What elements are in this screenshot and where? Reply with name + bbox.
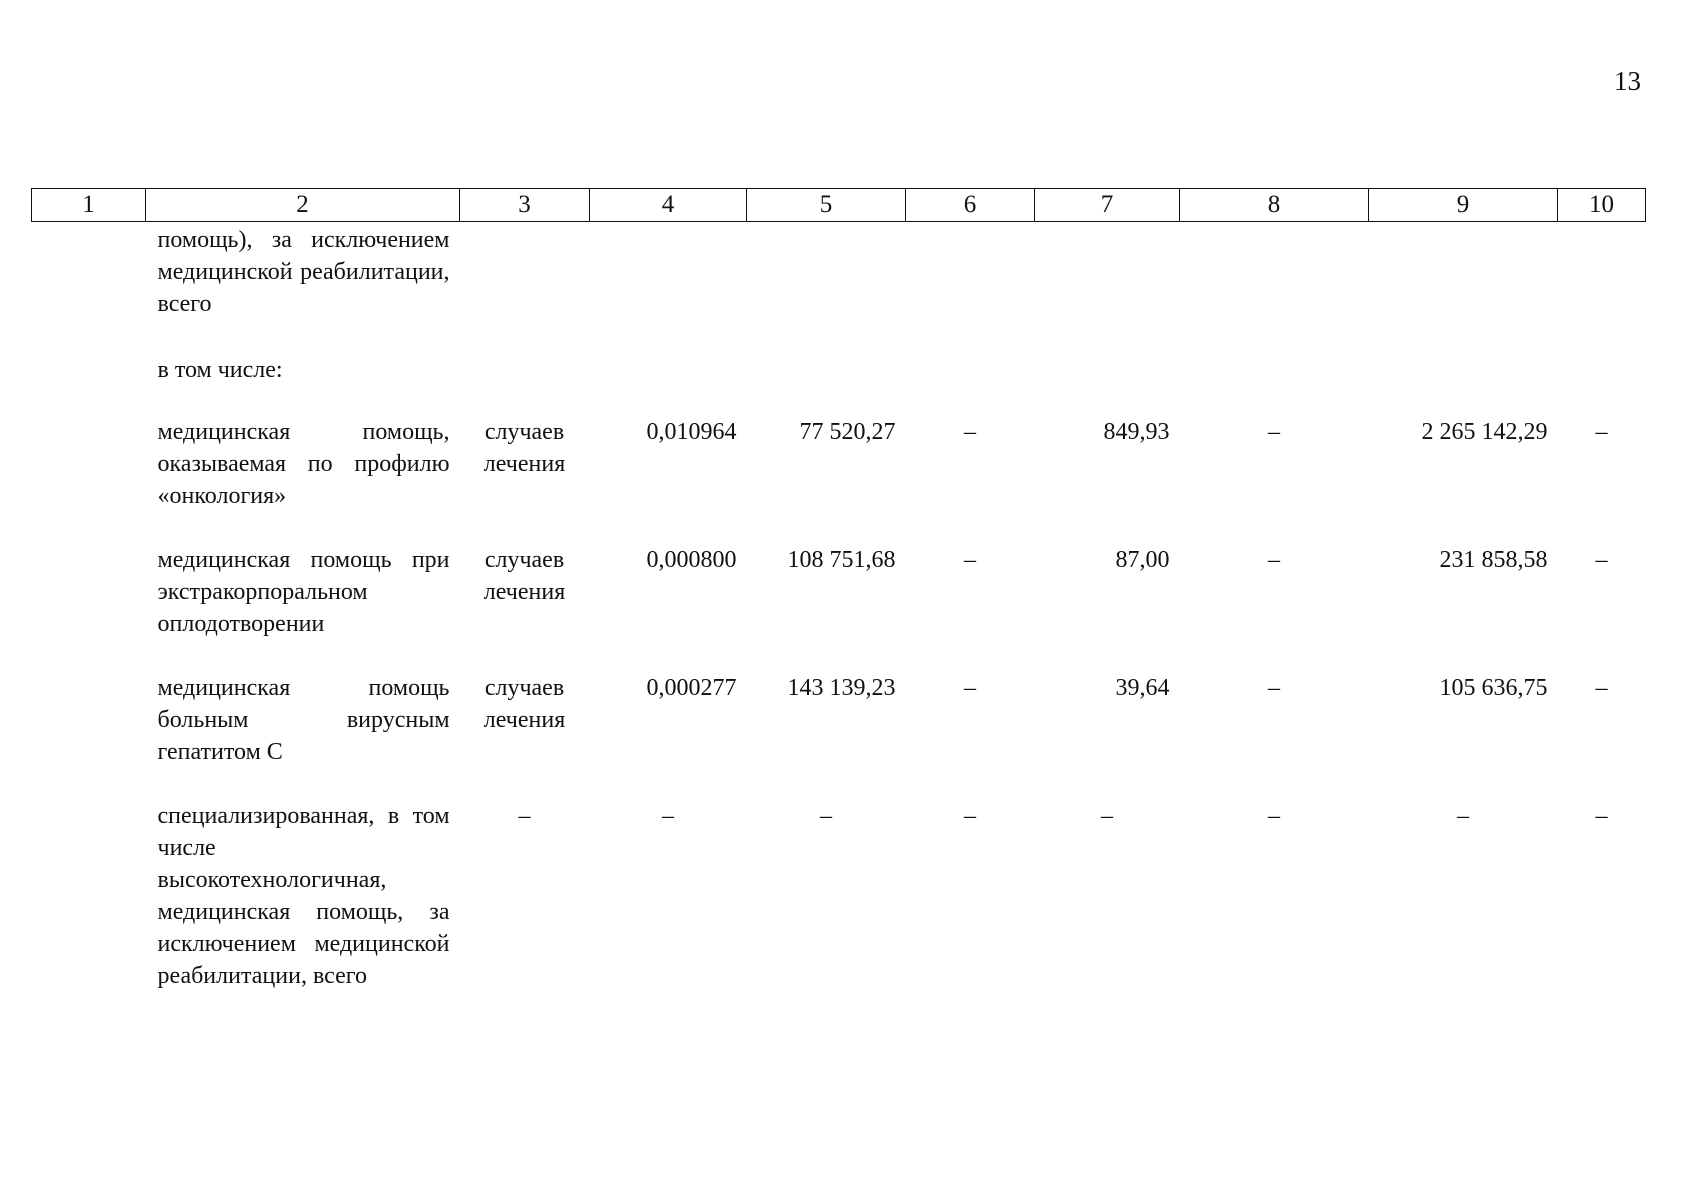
row-col5: 77 520,27 [799,419,896,445]
row-col8: – [1268,419,1280,445]
row-description: медицинская помощь при экстракорпоральном оплодотворении [157,547,450,637]
row-col6: – [964,803,976,829]
row-description: медицинская помощь больным вирусным гепатитом С [157,675,450,765]
column-header-10: 10 [1558,189,1646,222]
row-unit: случаев лечения [483,675,566,733]
table-row [32,416,1646,544]
row-col9: 105 636,75 [1439,675,1548,701]
row-col8: – [1268,675,1280,701]
subheading-text: в том числе: [157,357,283,383]
row-col7: 849,93 [1103,419,1170,445]
row-col5: 143 139,23 [787,675,896,701]
table-row [32,672,1646,800]
intro-text: помощь), за исключением медицинской реабилитации, всего [157,227,450,317]
row-col4: 0,000800 [646,547,737,573]
column-header-5: 5 [747,189,906,222]
table-row [32,544,1646,672]
row-col4: – [662,803,674,829]
row-col4: 0,010964 [646,419,737,445]
row-col7: 39,64 [1115,675,1170,701]
row-description: специализированная, в том числе высокотехнологичная, медицинская помощь, за исключением медицинской реабилитации, всего [157,803,450,989]
row-col8: – [1268,547,1280,573]
column-header-3: 3 [460,189,590,222]
row-col6: – [964,547,976,573]
page-number: 13 [1614,66,1641,96]
row-col6: – [964,675,976,701]
column-header-6: 6 [906,189,1035,222]
table-row-intro [32,222,1646,355]
row-col9: – [1457,803,1469,829]
row-description: медицинская помощь, оказываемая по профилю «онкология» [157,419,450,509]
data-table [31,188,1646,992]
column-header-1: 1 [32,189,146,222]
row-col5: 108 751,68 [787,547,896,573]
row-col10: – [1595,675,1608,701]
row-col5: – [820,803,832,829]
row-col10: – [1595,803,1608,829]
row-col6: – [964,419,976,445]
row-col7: 87,00 [1115,547,1170,573]
row-unit: – [518,803,531,829]
row-col4: 0,000277 [646,675,737,701]
column-number-header-row [32,189,1646,222]
column-header-2: 2 [146,189,460,222]
row-col10: – [1595,547,1608,573]
row-col9: 231 858,58 [1439,547,1548,573]
row-col8: – [1268,803,1280,829]
table-row [32,800,1646,992]
row-unit: случаев лечения [483,547,566,605]
column-header-4: 4 [590,189,747,222]
table-row-subheading [32,354,1646,416]
row-col9: 2 265 142,29 [1421,419,1548,445]
column-header-9: 9 [1369,189,1558,222]
row-col10: – [1595,419,1608,445]
column-header-8: 8 [1180,189,1369,222]
column-header-7: 7 [1035,189,1180,222]
row-unit: случаев лечения [483,419,566,477]
row-col7: – [1101,803,1113,829]
